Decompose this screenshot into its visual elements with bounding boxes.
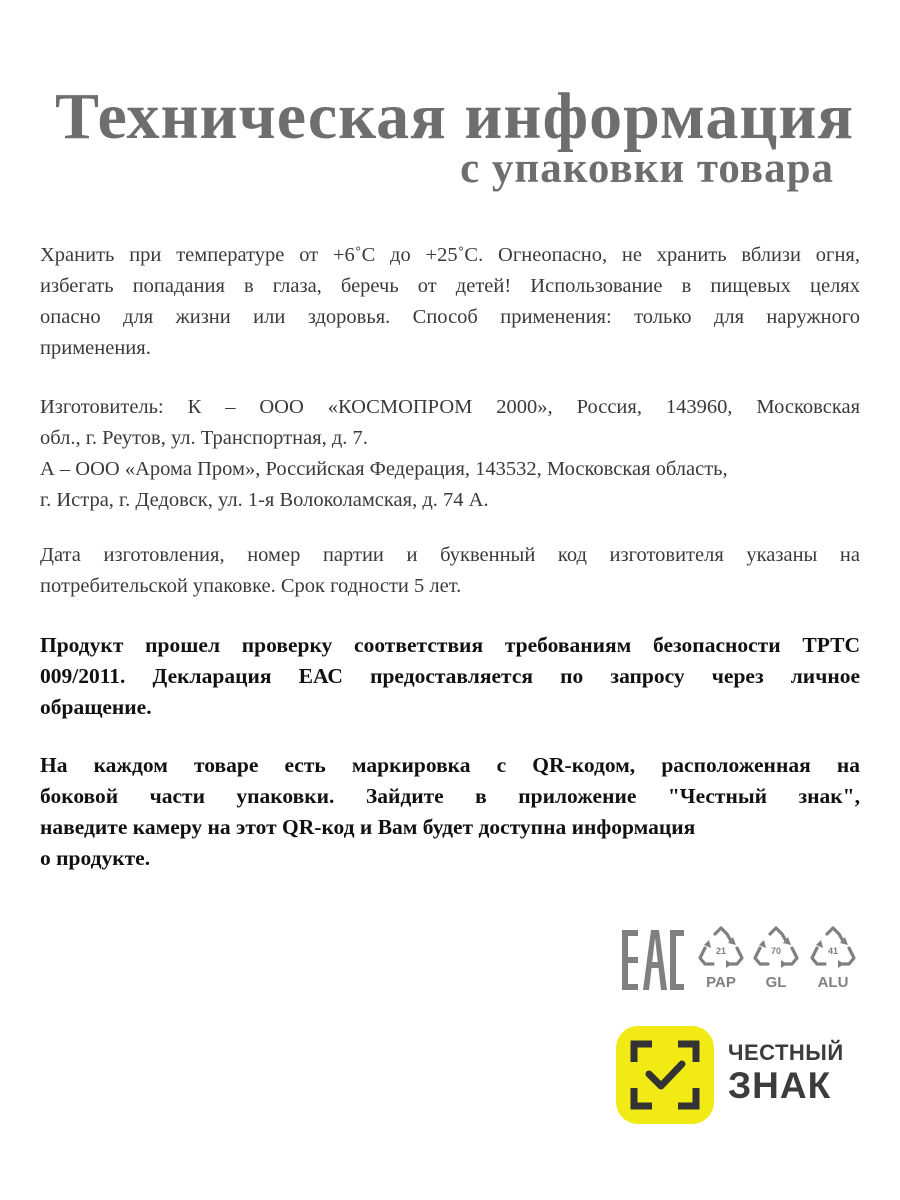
date-line: потребительской упаковке. Срок годности 5 лет.: [40, 575, 462, 597]
storage-line: избегать попадания в глаза, беречь от детей! Использование в пищевых целях: [40, 275, 860, 297]
recycle-triangle-icon: [696, 926, 746, 972]
recycle-triangle-icon: [751, 926, 801, 972]
compliance-line: обращение.: [40, 695, 152, 719]
page-subtitle: с упаковки товара: [460, 145, 834, 192]
chestny-znak-badge: [616, 1026, 714, 1124]
chestny-znak-checkmark-icon: [616, 1026, 714, 1124]
compliance-paragraph: [40, 630, 860, 723]
marking-line: о продукте.: [40, 846, 151, 870]
marking-line: На каждом товаре есть маркировка с QR-кодом, расположенная на: [40, 753, 860, 777]
recycle-number: 41: [827, 946, 839, 956]
marking-line: боковой части упаковки. Зайдите в приложение "Честный знак",: [40, 784, 860, 808]
compliance-line: Продукт прошел проверку соответствия требованиям безопасности ТРТС: [40, 633, 860, 657]
manufacturer-paragraph: [40, 392, 860, 516]
compliance-line: 009/2011. Декларация ЕАС предоставляется по запросу через личное: [40, 664, 860, 688]
storage-line: опасно для жизни или здоровья. Способ применения: только для наружного: [40, 306, 860, 328]
recycle-pap-symbol: [696, 926, 746, 992]
recycle-label: PAP: [706, 974, 736, 991]
recycle-gl-symbol: [751, 926, 801, 992]
recycle-number: 70: [770, 946, 782, 956]
date-line: Дата изготовления, номер партии и буквенный код изготовителя указаны на: [40, 544, 860, 566]
chestny-znak-wordmark: [728, 1040, 844, 1106]
date-paragraph: [40, 540, 860, 602]
manufacturer-line: г. Истра, г. Дедовск, ул. 1-я Волоколамская, д. 74 А.: [40, 489, 489, 511]
eac-mark-icon: [622, 930, 684, 990]
recycle-alu-symbol: [808, 926, 858, 992]
recycle-number: 21: [715, 946, 727, 956]
chestny-znak-line2: ЗНАК: [728, 1065, 832, 1106]
storage-line: Хранить при температуре от +6˚С до +25˚С. Огнеопасно, не хранить вблизи огня,: [40, 244, 860, 266]
storage-paragraph: [40, 240, 860, 364]
manufacturer-line: А – ООО «Арома Пром», Российская Федерация, 143532, Московская область,: [40, 458, 728, 480]
marking-line: наведите камеру на этот QR-код и Вам будет доступна информация: [40, 815, 696, 839]
recycle-triangle-icon: [808, 926, 858, 972]
manufacturer-line: Изготовитель: К – ООО «КОСМОПРОМ 2000», Россия, 143960, Московская: [40, 396, 860, 418]
recycle-label: GL: [765, 974, 787, 991]
recycle-label: ALU: [817, 974, 849, 991]
manufacturer-line: обл., г. Реутов, ул. Транспортная, д. 7.: [40, 427, 368, 449]
chestny-znak-line1: ЧЕСТНЫЙ: [728, 1040, 844, 1065]
marking-paragraph: [40, 750, 860, 874]
page-title: Техническая информация: [55, 80, 855, 153]
storage-line: применения.: [40, 337, 151, 359]
